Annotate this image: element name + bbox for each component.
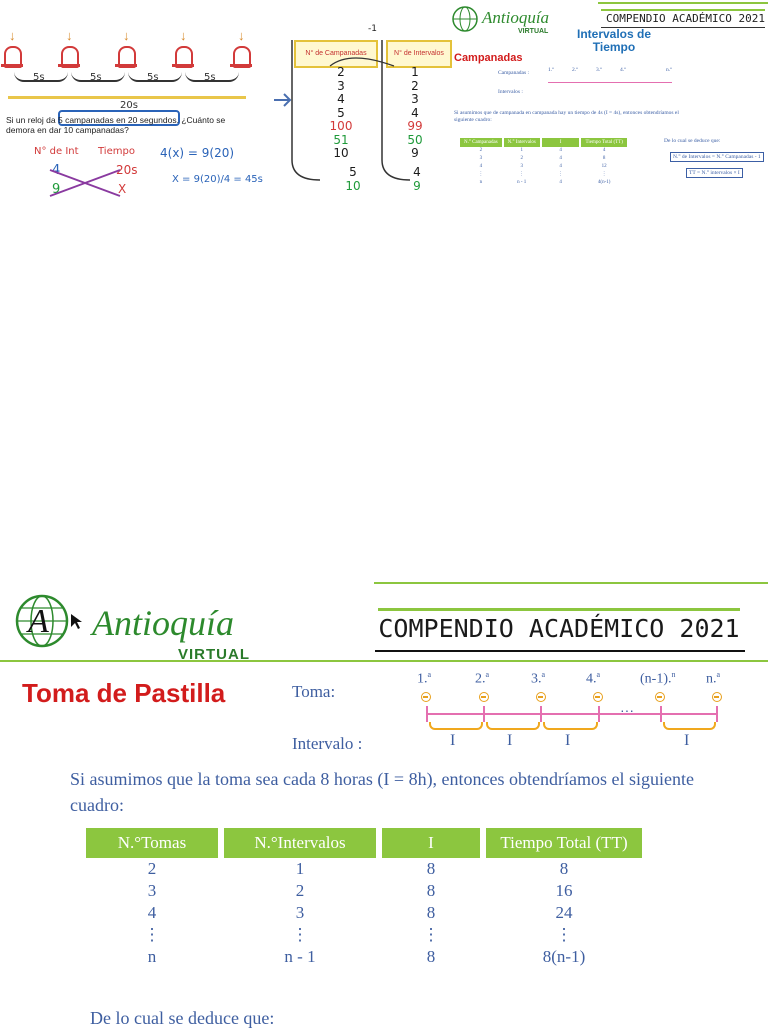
mini-table-cell: ⋮ <box>558 172 564 177</box>
mini-table-cell: n <box>479 180 483 185</box>
board-cell: 2 <box>337 65 345 79</box>
board-cell: 100 <box>329 119 353 133</box>
table-cell: 8 <box>426 947 436 966</box>
table-cell: 8 <box>559 859 569 878</box>
interval-brace <box>663 722 716 730</box>
interval-brace <box>429 722 483 730</box>
logo-wordmark: Antioquía <box>482 8 550 27</box>
intervals-table <box>80 828 648 968</box>
board-cell: 4 <box>413 165 421 179</box>
seconds-label: 5s <box>33 72 45 83</box>
table-cell: 3 <box>147 881 157 900</box>
hw-value: 9 <box>52 182 61 197</box>
table-cell: 24 <box>555 903 573 922</box>
mini-table-cell: ⋮ <box>478 172 484 177</box>
table-cell: 8 <box>426 881 436 900</box>
mini-table-cell: 1 <box>520 148 523 153</box>
mini-table-row <box>460 155 627 163</box>
label-intervalo: Intervalo : <box>292 734 363 753</box>
pill-clock-icon <box>712 692 722 702</box>
problem-question: Si un reloj da 5 campanadas en 20 segundos. ¿Cuánto se demora en dar 10 campanadas? <box>6 115 226 135</box>
timeline-tick <box>540 706 542 722</box>
label-toma: Toma: <box>292 682 336 701</box>
mini-ordinal: n.ª <box>666 67 672 73</box>
mini-formula: TT = N.° intervalos × I <box>686 168 743 178</box>
globe-logo-icon <box>450 4 480 34</box>
board-cell: 10 <box>345 178 361 193</box>
timeline-tick <box>716 706 718 722</box>
hw-value: 20s <box>116 163 138 177</box>
mini-table-cell: 2 <box>520 156 523 161</box>
interval-symbol: I <box>450 732 456 749</box>
mini-table-cell: 3 <box>479 156 483 161</box>
timeline-tick <box>598 706 600 722</box>
mini-label-campanadas: Campanadas : <box>498 70 530 76</box>
board-cell: 4 <box>337 92 345 106</box>
mini-ordinal: 1.ª <box>548 67 554 73</box>
mini-table-cell: 4 <box>559 156 562 161</box>
table-cell: ⋮ <box>143 925 161 944</box>
clock-problem-panel <box>0 0 270 215</box>
pill-clock-icon <box>421 692 431 702</box>
board-cell: 50 <box>407 132 423 147</box>
board-cell: 5 <box>349 165 357 179</box>
mini-table-cell: 4 <box>602 148 606 153</box>
mini-table-cell: 4 <box>479 164 483 169</box>
mini-ordinal: 4.ª <box>620 67 626 73</box>
header-rule <box>375 650 745 652</box>
hw-unknown: X <box>118 182 127 196</box>
mini-table <box>458 138 629 187</box>
ordinal-label: 1.$^a$ <box>417 670 432 687</box>
table-header: I <box>382 828 480 858</box>
deduce-text: De lo cual se deduce que: <box>90 1008 275 1028</box>
board-header-left: N° de Campanadas <box>294 40 378 68</box>
slide-title: Toma de Pastilla <box>22 678 226 708</box>
hw-value: 4 <box>52 163 61 178</box>
mini-table-cell: 12 <box>601 164 607 169</box>
table-cell: ⋮ <box>291 925 309 944</box>
table-row <box>86 880 642 902</box>
mini-table-cell: 4(n-1) <box>597 180 611 185</box>
board-cell: 2 <box>411 78 419 93</box>
cursor-icon <box>68 612 86 630</box>
board-cell: 51 <box>333 132 349 147</box>
mini-label-intervalos: Intervalos : <box>498 89 523 95</box>
table-header: N.°Intervalos <box>224 828 376 858</box>
mini-table-cell: 4 <box>559 180 562 185</box>
board-cell: 9 <box>411 146 419 160</box>
logo-wordmark: Antioquía <box>92 603 234 643</box>
globe-logo-icon <box>12 592 72 650</box>
green-rule <box>598 2 768 4</box>
table-cell: 3 <box>295 903 305 922</box>
mini-table-row <box>460 179 627 187</box>
table-cell: 2 <box>147 859 157 878</box>
timeline-tick <box>483 706 485 722</box>
mini-table-cell: 2 <box>479 148 483 153</box>
hw-equation: 4(x) = 9(20) <box>160 146 235 160</box>
board-cell: 3 <box>411 92 419 106</box>
green-rule <box>374 582 768 584</box>
table-header: N.°Tomas <box>86 828 218 858</box>
table-row <box>86 902 642 924</box>
explanation-paragraph: Si asumimos que la toma sea cada 8 horas (I = 8h), entonces obtendríamos el siguiente cuadro: <box>70 769 694 815</box>
mini-ordinal: 2.ª <box>572 67 578 73</box>
table-cell: ⋮ <box>422 925 440 944</box>
pill-clock-icon <box>536 692 546 702</box>
mini-table-header: I <box>542 138 580 147</box>
mini-timeline <box>548 82 672 83</box>
table-row <box>86 946 642 968</box>
mini-table-cell: 3 <box>520 164 523 169</box>
interval-symbol: I <box>565 732 571 749</box>
board-cell: 99 <box>407 119 423 133</box>
hw-equation: X = 9(20)/4 = 45s <box>172 174 263 185</box>
board-header-right: N° de Intervalos <box>386 40 452 68</box>
interval-brace <box>543 722 598 730</box>
hw-intervals-heading: N° de Int <box>34 146 79 157</box>
pill-clock-icon <box>655 692 665 702</box>
table-cell: 16 <box>555 881 573 900</box>
whiteboard-table <box>290 24 450 210</box>
board-cell: 5 <box>337 105 345 120</box>
seconds-label: 5s <box>204 72 216 83</box>
timeline <box>426 713 718 715</box>
pill-clock-icon <box>593 692 603 702</box>
timeline-ellipsis: ··· <box>620 702 634 718</box>
total-time-rule <box>8 96 246 99</box>
board-lines <box>290 30 450 210</box>
bell-icon: ↓ <box>118 46 134 70</box>
mini-table-row <box>460 171 627 179</box>
header-title: COMPENDIO ACADÉMICO 2021 <box>378 608 740 647</box>
board-cell: 4 <box>411 105 419 120</box>
pill-clock-icon <box>479 692 489 702</box>
table-cell: n - 1 <box>284 947 316 966</box>
board-cell: 10 <box>333 146 349 160</box>
ordinal-label: 4.$^a$ <box>586 670 601 687</box>
timeline-tick <box>426 706 428 722</box>
logo-subtitle: VIRTUAL <box>518 28 549 35</box>
bell-icon: ↓ <box>61 46 77 70</box>
mini-table-cell: ⋮ <box>519 172 525 177</box>
table-cell: 8 <box>426 903 436 922</box>
interval-symbol: I <box>507 732 513 749</box>
mini-table-header: Tiempo Total (TT) <box>581 138 626 147</box>
mini-table-cell: 4 <box>559 148 562 153</box>
mini-ordinal: 3.ª <box>596 67 602 73</box>
mini-slide-title: Campanadas <box>454 52 523 64</box>
ordinal-label: n.$^a$ <box>706 670 721 687</box>
mini-slide-campanadas <box>448 0 768 200</box>
interval-symbol: I <box>684 732 690 749</box>
green-rule <box>0 660 768 662</box>
mini-header: COMPENDIO ACADÉMICO 2021 <box>601 9 765 28</box>
mini-deduce: De lo cual se deduce que: <box>664 138 721 144</box>
mini-table-cell: ⋮ <box>601 172 607 177</box>
ordinal-label: (n-1).$^n$ <box>640 670 676 687</box>
hw-time-heading: Tiempo <box>98 146 135 157</box>
timeline-tick <box>660 706 662 722</box>
mini-table-row <box>460 163 627 171</box>
table-cell: 8 <box>426 859 436 878</box>
table-cell: 8(n-1) <box>542 947 586 966</box>
board-cell: 9 <box>413 178 421 193</box>
seconds-label: 5s <box>147 72 159 83</box>
table-cell: 1 <box>295 859 305 878</box>
svg-text:A: A <box>28 603 49 640</box>
total-time-label: 20s <box>120 100 138 111</box>
ordinal-label: 3.$^a$ <box>531 670 546 687</box>
board-cell: 1 <box>411 65 419 79</box>
table-cell: n <box>147 947 157 966</box>
mini-table-row <box>460 147 627 155</box>
bell-icon: ↓ <box>175 46 191 70</box>
mini-table-header: N.° Intervalos <box>504 138 540 147</box>
interval-brace <box>486 722 540 730</box>
logo-subtitle: VIRTUAL <box>178 646 250 663</box>
board-cell: 3 <box>337 78 345 93</box>
table-row <box>86 858 642 880</box>
minus-one-label: -1 <box>368 24 377 34</box>
table-row <box>86 924 642 946</box>
table-cell: 2 <box>295 881 305 900</box>
table-cell: 4 <box>147 903 157 922</box>
mini-table-cell: n - 1 <box>517 180 527 185</box>
seconds-label: 5s <box>90 72 102 83</box>
table-header: Tiempo Total (TT) <box>486 828 642 858</box>
table-cell: ⋮ <box>555 925 573 944</box>
cross-multiplication-arrows <box>40 160 140 212</box>
mini-formula: N.° de Intervalos = N.° Campanadas - 1 <box>670 152 764 162</box>
mini-topic-title: Intervalos de Tiempo <box>576 27 652 54</box>
mini-table-header: N.° Campanadas <box>460 138 502 147</box>
mini-table-cell: 4 <box>559 164 562 169</box>
bell-icon: ↓ <box>233 46 249 70</box>
bell-icon: ↓ <box>4 46 20 70</box>
ordinal-label: 2.$^a$ <box>475 670 490 687</box>
mini-table-cell: 8 <box>602 156 606 161</box>
slide-toma-de-pastilla <box>0 572 768 1028</box>
mini-paragraph: Si asumimos que de campanada en campanada hay un tiempo de 4s (I = 4s), entonces obtendríamos el siguiente cuadro: <box>454 110 679 123</box>
